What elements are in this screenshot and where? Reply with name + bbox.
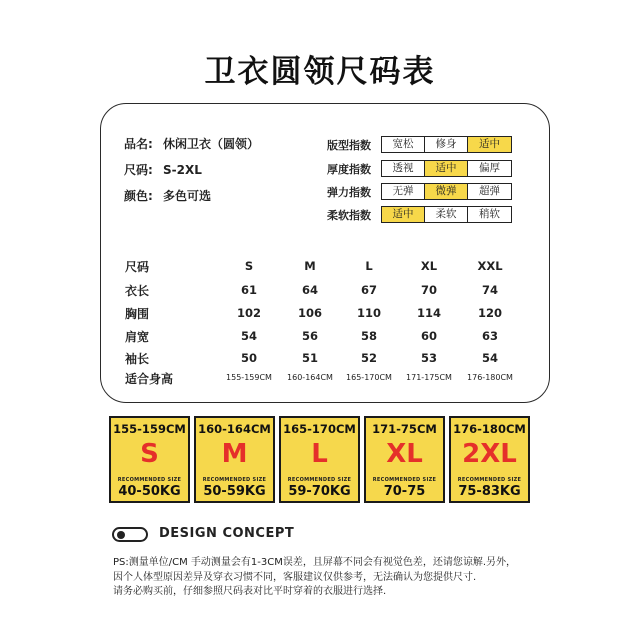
- table-row-label: 肩宽: [125, 330, 150, 344]
- attr-option: 偏厚: [479, 162, 500, 174]
- table-cell: 70: [420, 283, 437, 297]
- product-size-value: S-2XL: [163, 163, 202, 177]
- attr-option-selected: 微弹: [425, 184, 468, 199]
- table-cell: 53: [420, 351, 437, 365]
- attr-elasticity-options: [381, 183, 512, 200]
- table-cell: 155-159CM: [226, 373, 272, 382]
- weight-range: 70-75: [383, 484, 426, 499]
- size-letter: S: [140, 439, 159, 469]
- attr-option-selected: 适中: [382, 207, 425, 222]
- weight-range: 40-50KG: [118, 484, 181, 499]
- attr-softness-options: [381, 206, 512, 223]
- attr-softness-label: 柔软指数: [327, 208, 371, 222]
- table-cell: 106: [297, 306, 322, 320]
- table-cell: 51: [301, 351, 318, 365]
- table-cell: 52: [360, 351, 377, 365]
- product-name-value: 休闲卫衣（圆领）: [163, 137, 260, 151]
- product-color-value: 多色可选: [163, 189, 212, 203]
- recommended-size-caption: RECOMMENDED SIZE: [287, 477, 352, 483]
- table-cell: 61: [240, 283, 257, 297]
- table-cell: 120: [477, 306, 502, 320]
- attr-option: 超弹: [479, 185, 500, 197]
- table-cell: 54: [240, 329, 257, 343]
- recommend-box-l: [279, 416, 360, 503]
- table-cell: 63: [481, 329, 498, 343]
- notes: [113, 556, 543, 600]
- table-header-size: XL: [420, 259, 438, 273]
- recommended-size-caption: RECOMMENDED SIZE: [117, 477, 182, 483]
- size-letter: 2XL: [462, 439, 517, 469]
- product-color: [124, 187, 211, 204]
- attr-option: 宽松: [382, 137, 425, 152]
- table-cell: 64: [301, 283, 318, 297]
- height-range: 165-170CM: [283, 422, 356, 436]
- table-header-size: XXL: [477, 259, 503, 273]
- attr-fit-label: 版型指数: [327, 138, 371, 152]
- table-header-label: 尺码: [125, 260, 150, 274]
- attr-thickness-label: 厚度指数: [327, 162, 371, 176]
- product-color-label: 颜色:: [124, 189, 153, 203]
- table-row-label: 适合身高: [125, 372, 174, 386]
- product-name-label: 品名:: [124, 137, 153, 151]
- table-cell: 171-175CM: [406, 373, 452, 382]
- table-cell: 54: [481, 351, 498, 365]
- weight-range: 59-70KG: [288, 484, 351, 499]
- table-cell: 67: [360, 283, 377, 297]
- table-header-size: M: [304, 259, 316, 273]
- height-range: 160-164CM: [198, 422, 271, 436]
- attr-elasticity-label: 弹力指数: [327, 185, 371, 199]
- note-line: 请务必购买前，仔细参照尺码表对比平时穿着的衣服进行选择.: [113, 586, 387, 597]
- table-row-label: 袖长: [125, 352, 150, 366]
- height-range: 171-75CM: [372, 422, 437, 436]
- table-row-label: 胸围: [125, 307, 150, 321]
- table-cell: 58: [360, 329, 377, 343]
- table-header-size: L: [365, 259, 373, 273]
- product-size: [124, 161, 202, 178]
- recommend-box-2xl: [449, 416, 530, 503]
- table-cell: 165-170CM: [346, 373, 392, 382]
- height-range: 176-180CM: [453, 422, 526, 436]
- recommended-size-caption: RECOMMENDED SIZE: [202, 477, 267, 483]
- attr-elasticity: [327, 183, 512, 200]
- attr-option-selected: 适中: [468, 137, 511, 152]
- size-letter: L: [311, 439, 328, 469]
- table-cell: 60: [420, 329, 437, 343]
- recommend-box-xl: [364, 416, 445, 503]
- recommended-size-caption: RECOMMENDED SIZE: [372, 477, 437, 483]
- weight-range: 50-59KG: [203, 484, 266, 499]
- table-cell: 160-164CM: [287, 373, 333, 382]
- note-line: PS:测量单位/CM 手动测量会有1-3CM误差，且屏幕不同会有视觉色差，还请您谅解.另外，: [113, 557, 517, 568]
- product-size-label: 尺码:: [124, 163, 153, 177]
- attr-option: 无弹: [382, 184, 425, 199]
- table-cell: 102: [236, 306, 261, 320]
- table-cell: 50: [240, 351, 257, 365]
- table-row-label: 衣长: [125, 284, 150, 298]
- attr-softness: [327, 206, 512, 223]
- attr-option: 柔软: [425, 207, 468, 222]
- recommend-box-m: [194, 416, 275, 503]
- attr-fit-options: [381, 136, 512, 153]
- table-cell: 56: [301, 329, 318, 343]
- design-concept-heading: DESIGN CONCEPT: [159, 526, 295, 541]
- recommended-size-caption: RECOMMENDED SIZE: [457, 477, 522, 483]
- table-cell: 114: [416, 306, 441, 320]
- weight-range: 75-83KG: [458, 484, 521, 499]
- toggle-knob: [117, 531, 125, 539]
- attr-fit: [327, 136, 512, 153]
- height-range: 155-159CM: [113, 422, 186, 436]
- table-header-size: S: [244, 259, 254, 273]
- attr-option: 透视: [382, 161, 425, 176]
- table-cell: 110: [356, 306, 381, 320]
- toggle-icon: [112, 527, 148, 542]
- size-letter: M: [221, 439, 248, 469]
- attr-thickness: [327, 160, 512, 177]
- page-title: 卫衣圆领尺码表: [204, 54, 436, 90]
- attr-option: 稍软: [479, 208, 500, 220]
- attr-option: 修身: [425, 137, 468, 152]
- attr-option-selected: 适中: [425, 161, 468, 176]
- product-name: [124, 135, 259, 152]
- note-line: 因个人体型原因差异及穿衣习惯不同，客服建议仅供参考，无法确认为您提供尺寸.: [113, 571, 477, 583]
- size-letter: XL: [386, 439, 423, 469]
- recommend-box-s: [109, 416, 190, 503]
- table-cell: 176-180CM: [467, 373, 513, 382]
- attr-thickness-options: [381, 160, 512, 177]
- table-cell: 74: [481, 283, 498, 297]
